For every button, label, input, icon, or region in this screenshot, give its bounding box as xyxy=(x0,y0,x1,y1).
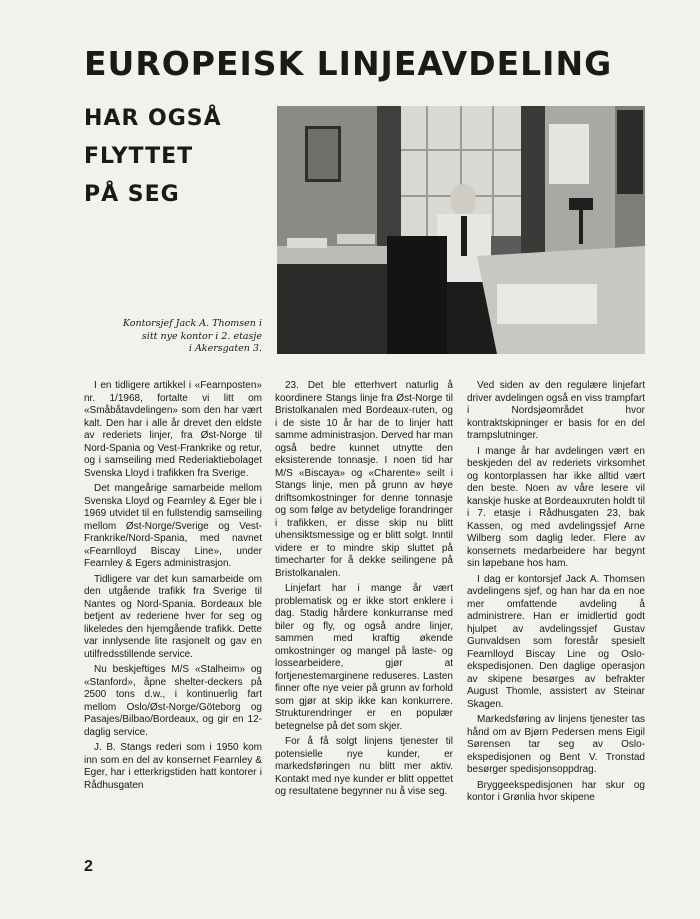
paragraph: Ved siden av den regulære linjefart driver avdelingen også en viss trampfart i Nordsjøområdet hvor kontraktskipninger er basis for en del trampslutninger. xyxy=(467,380,645,441)
photo-caption xyxy=(84,318,262,356)
subtitle-line-3: PÅ SEG xyxy=(84,182,180,207)
paragraph: Linjefart har i mange år vært problematisk og er ikke stort enklere i dag. Stadig hårdere konkurranse med biler og fly, og også andre linjer, sammen med kraftig økende omkostninger og mangel på laste- og lossearbeidere, gjør at fortjenestemarginene reduseres. Lasten finner ofte nye veier på grunn av forhold som gjør at skip ikke kan konkurrere. Strukturendringer er en populær betegnelse på det som skjer. xyxy=(275,583,453,732)
subtitle-line-2: FLYTTET xyxy=(84,144,194,169)
caption-line-3: i Akersgaten 3. xyxy=(188,343,262,354)
paragraph: Markedsføring av linjens tjenester tas hånd om av Bjørn Pedersen mens Eigil Sørensen tar seg av Oslo-ekspedisjonen og Bent V. Tronstad besørger spedisjonsoppdrag. xyxy=(467,714,645,775)
paragraph: Bryggeekspedisjonen har skur og kontor i Grønlia hvor skipene xyxy=(467,779,645,803)
paragraph: Det mangeårige samarbeide mellom Svenska Lloyd og Fearnley & Eger ble i 1969 utvidet til en fullstendig samseiling mellom Øst-Norge/Sverige og Vest-Frankrike/Nord-Spania, med navnet «Fearnlloyd Biscay Line», under Fearnley & Egers administrasjon. xyxy=(84,483,262,569)
paragraph: Nu beskjeftiges M/S «Stalheim» og «Stanford», åpne shelter-deckers på 2500 tons d.w., i kontinuerlig fart mellom Oslo/Øst-Norge/Göteborg og Pasajes/Bilbao/Bordeaux, og gir en 12-daglig service. xyxy=(84,664,262,738)
paragraph: I dag er kontorsjef Jack A. Thomsen avdelingens sjef, og han har da en noe mer omfattende avdeling å administrere. Han er imidlertid godt hjulpet av avdelingssjef Gustav Gunvaldsen som forestår spesielt Fearnlloyd Biscay Line og Oslo-ekspedisjonen. Den daglige operasjon av skipene besørges av befrakter August Thomle, assistert av Steinar Skagen. xyxy=(467,573,645,710)
caption-line-2: sitt nye kontor i 2. etasje xyxy=(141,330,262,342)
office-photo xyxy=(277,106,645,354)
subtitle-line-1: HAR OGSÅ xyxy=(84,106,222,131)
paragraph: I en tidligere artikkel i «Fearnposten» nr. 1/1968, fortalte vi litt om «Småbåtavdelingen» som den har vært kalt. Den har i alle år drevet den eldste av rederiets linjer, fra Øst-Norge til Nord-Spania og Vest-Frankrike og retur, og i samseiling med Rederiaktiebolaget Svenska Lloyd i trafikken fra Sverige. xyxy=(84,380,262,479)
page-number: 2 xyxy=(84,858,93,875)
article-title: EUROPEISK LINJEAVDELING xyxy=(84,44,613,83)
text-column-3 xyxy=(467,380,645,808)
paragraph: I mange år har avdelingen vært en beskjeden del av rederiets virksomhet og kontorplassen har ikke alltid vært den beste. Noen av våre lesere vil kanskje huske at Bordeauxruten holdt til i 7. etasje i Rådhusgaten 23, bak Kassen, og med avdelingssjef Arne Wilberg som daglig leder. Flere av konsernets medarbeidere har begynt sin løpebane hos ham. xyxy=(467,445,645,569)
text-column-1 xyxy=(84,380,262,795)
paragraph: For å få solgt linjens tjenester til potensielle nye kunder, er markedsføringen nu blitt mer aktiv. Kontakt med nye kunder er blitt oppettet og resultatene begynner nu å vise seg. xyxy=(275,736,453,797)
text-column-2 xyxy=(275,380,453,802)
caption-line-1: Kontorsjef Jack A. Thomsen i xyxy=(122,318,262,329)
paragraph: J. B. Stangs rederi som i 1950 kom inn som en del av konsernet Fearnley & Eger, har i etterkrigstiden hatt kontorer i Rådhusgaten xyxy=(84,742,262,791)
paragraph: Tidligere var det kun samarbeide om den utgående trafikk fra Sverige til Nantes og Nord-Spania. Bordeaux ble betjent av rederiene hver for seg og likeledes den hjemgående trafikk. Dette var innlysende lite rasjonelt og gav en utilfredsstillende service. xyxy=(84,573,262,660)
article-subtitle xyxy=(84,100,269,214)
office-photo-drawing xyxy=(277,106,645,354)
paragraph: 23. Det ble etterhvert naturlig å koordinere Stangs linje fra Øst-Norge til Bristolkanalen med Bordeaux-ruten, og i de siste 10 år har de to linjer hatt samme administrasjon. Derved har man også bedre kunnet utnytte den eksisterende tonnasje. I noen tid har M/S «Biscaya» og «Charente» seilt i Stangs linje, men på grunn av høye driftsomkostninger for denne tonnasje og som følge av betydelige forandringer i trafikken, er disse skip nu blitt uhensiktsmessige og er blitt solgt. Inntil videre er to mindre skip sluttet på timecharter for å dekke seilingene på Bristolkanalen. xyxy=(275,380,453,579)
